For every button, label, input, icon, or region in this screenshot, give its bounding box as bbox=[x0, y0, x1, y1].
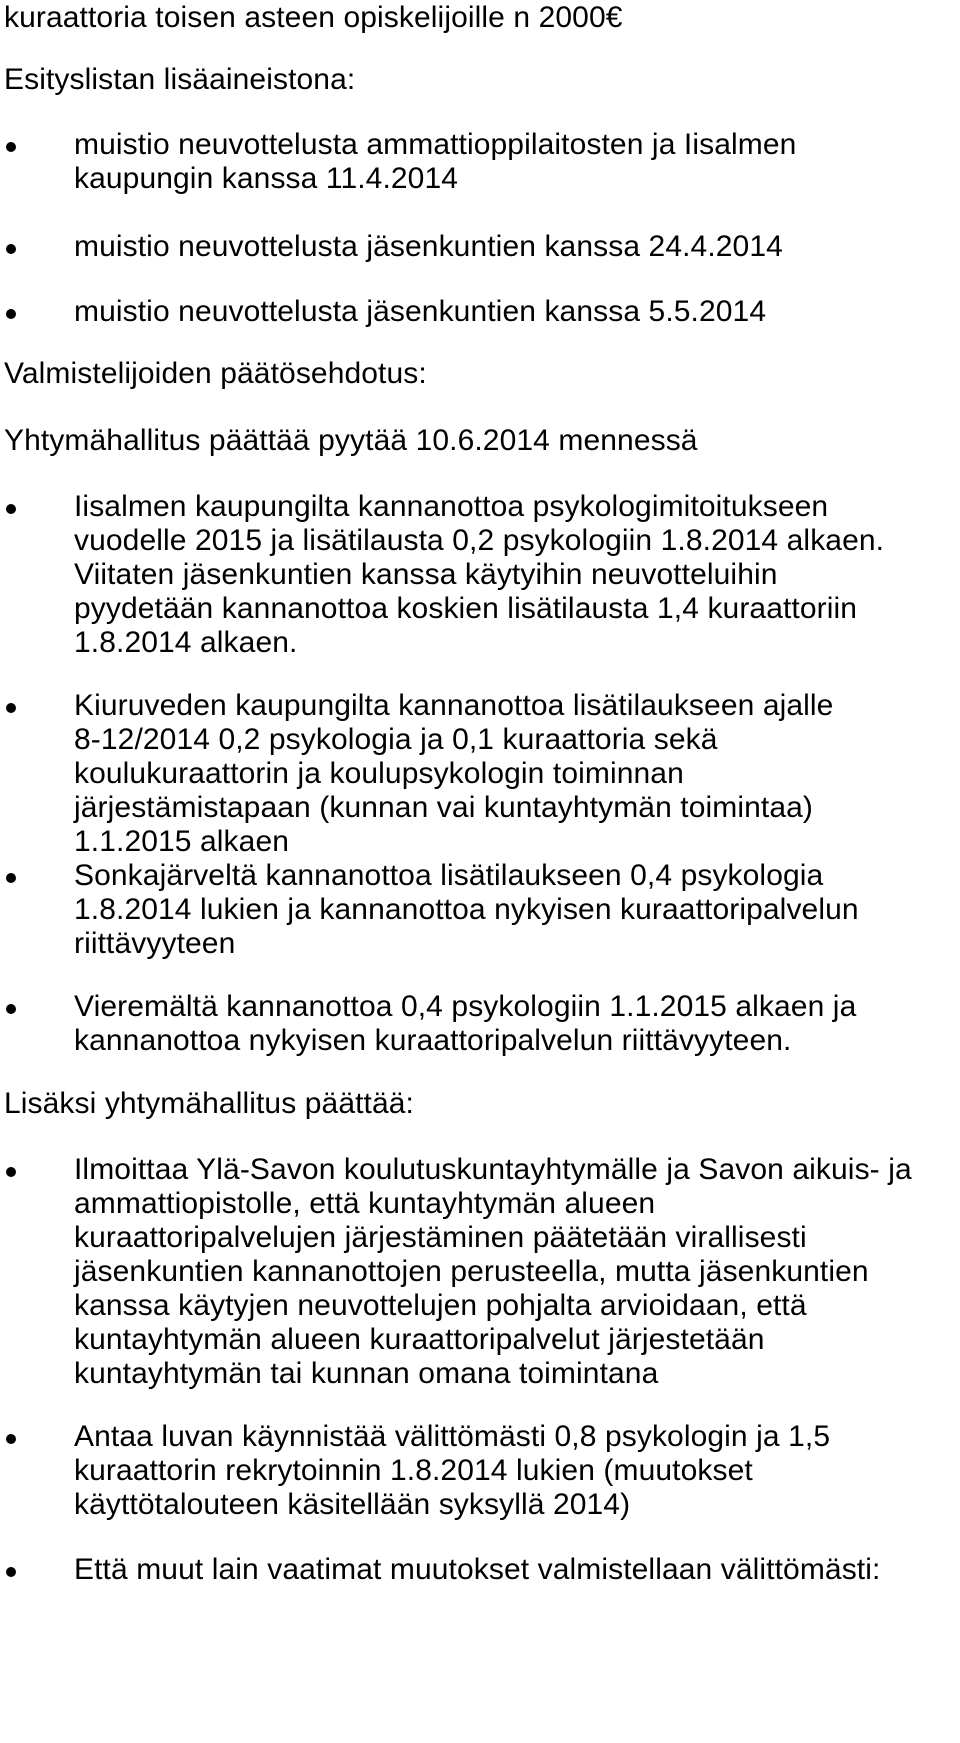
list-item-line: muistio neuvottelusta ammattioppilaitosten ja Iisalmen bbox=[74, 128, 797, 161]
bullet-icon bbox=[6, 1434, 16, 1444]
bullet-icon bbox=[6, 504, 16, 514]
bullet-icon bbox=[6, 703, 16, 713]
list-item-line: kannanottoa nykyisen kuraattoripalvelun riittävyyteen. bbox=[74, 1024, 792, 1057]
list-item-line: jäsenkuntien kannanottojen perusteella, mutta jäsenkuntien bbox=[74, 1255, 869, 1288]
list-item-line: käyttötalouteen käsitellään syksyllä 2014) bbox=[74, 1488, 631, 1521]
list-item-line: muistio neuvottelusta jäsenkuntien kanssa 24.4.2014 bbox=[74, 230, 783, 263]
list-item-line: riittävyyteen bbox=[74, 927, 236, 960]
additional-heading: Lisäksi yhtymähallitus päättää: bbox=[4, 1087, 414, 1120]
bullet-icon bbox=[6, 244, 16, 254]
list-item-line: kanssa käytyjen neuvottelujen pohjalta arvioidaan, että bbox=[74, 1289, 807, 1322]
list-item-line: Antaa luvan käynnistää välittömästi 0,8 psykologin ja 1,5 bbox=[74, 1420, 831, 1453]
list-item-line: kuraattoripalvelujen järjestäminen päätetään virallisesti bbox=[74, 1221, 807, 1254]
list-item-line: kuntayhtymän tai kunnan omana toimintana bbox=[74, 1357, 659, 1390]
list-item-line: muistio neuvottelusta jäsenkuntien kanssa 5.5.2014 bbox=[74, 295, 767, 328]
list-item-line: Että muut lain vaatimat muutokset valmistellaan välittömästi: bbox=[74, 1553, 881, 1586]
list-item-line: 1.8.2014 lukien ja kannanottoa nykyisen kuraattoripalvelun bbox=[74, 893, 859, 926]
list-item-line: Iisalmen kaupungilta kannanottoa psykologimitoitukseen bbox=[74, 490, 829, 523]
proposal-heading: Valmistelijoiden päätösehdotus: bbox=[4, 357, 427, 390]
list-item-line: kuraattorin rekrytoinnin 1.8.2014 lukien (muutokset bbox=[74, 1454, 753, 1487]
list-item-line: 8-12/2014 0,2 psykologia ja 0,1 kuraattoria sekä bbox=[74, 723, 718, 756]
list-item-line: Viitaten jäsenkuntien kanssa käytyihin neuvotteluihin bbox=[74, 558, 778, 591]
attachments-heading: Esityslistan lisäaineistona: bbox=[4, 63, 356, 96]
bullet-icon bbox=[6, 309, 16, 319]
bullet-icon bbox=[6, 1004, 16, 1014]
intro-line: kuraattoria toisen asteen opiskelijoille n 2000€ bbox=[4, 1, 623, 34]
list-item-line: 1.8.2014 alkaen. bbox=[74, 626, 298, 659]
bullet-icon bbox=[6, 1167, 16, 1177]
list-item-line: Kiuruveden kaupungilta kannanottoa lisätilaukseen ajalle bbox=[74, 689, 834, 722]
bullet-icon bbox=[6, 873, 16, 883]
list-item-line: pyydetään kannanottoa koskien lisätilausta 1,4 kuraattoriin bbox=[74, 592, 858, 625]
list-item-line: koulukuraattorin ja koulupsykologin toiminnan bbox=[74, 757, 684, 790]
list-item-line: Ilmoittaa Ylä-Savon koulutuskuntayhtymälle ja Savon aikuis- ja bbox=[74, 1153, 912, 1186]
list-item-line: kaupungin kanssa 11.4.2014 bbox=[74, 162, 459, 195]
bullet-icon bbox=[6, 1567, 16, 1577]
list-item-line: kuntayhtymän alueen kuraattoripalvelut järjestetään bbox=[74, 1323, 765, 1356]
bullet-icon bbox=[6, 142, 16, 152]
list-item-line: Sonkajärveltä kannanottoa lisätilaukseen 0,4 psykologia bbox=[74, 859, 824, 892]
list-item-line: ammattiopistolle, että kuntayhtymän alueen bbox=[74, 1187, 656, 1220]
proposal-statement: Yhtymähallitus päättää pyytää 10.6.2014 mennessä bbox=[4, 424, 698, 457]
list-item-line: järjestämistapaan (kunnan vai kuntayhtymän toimintaa) bbox=[74, 791, 814, 824]
list-item-line: 1.1.2015 alkaen bbox=[74, 825, 290, 858]
list-item-line: vuodelle 2015 ja lisätilausta 0,2 psykologiin 1.8.2014 alkaen. bbox=[74, 524, 885, 557]
list-item-line: Vieremältä kannanottoa 0,4 psykologiin 1.1.2015 alkaen ja bbox=[74, 990, 857, 1023]
